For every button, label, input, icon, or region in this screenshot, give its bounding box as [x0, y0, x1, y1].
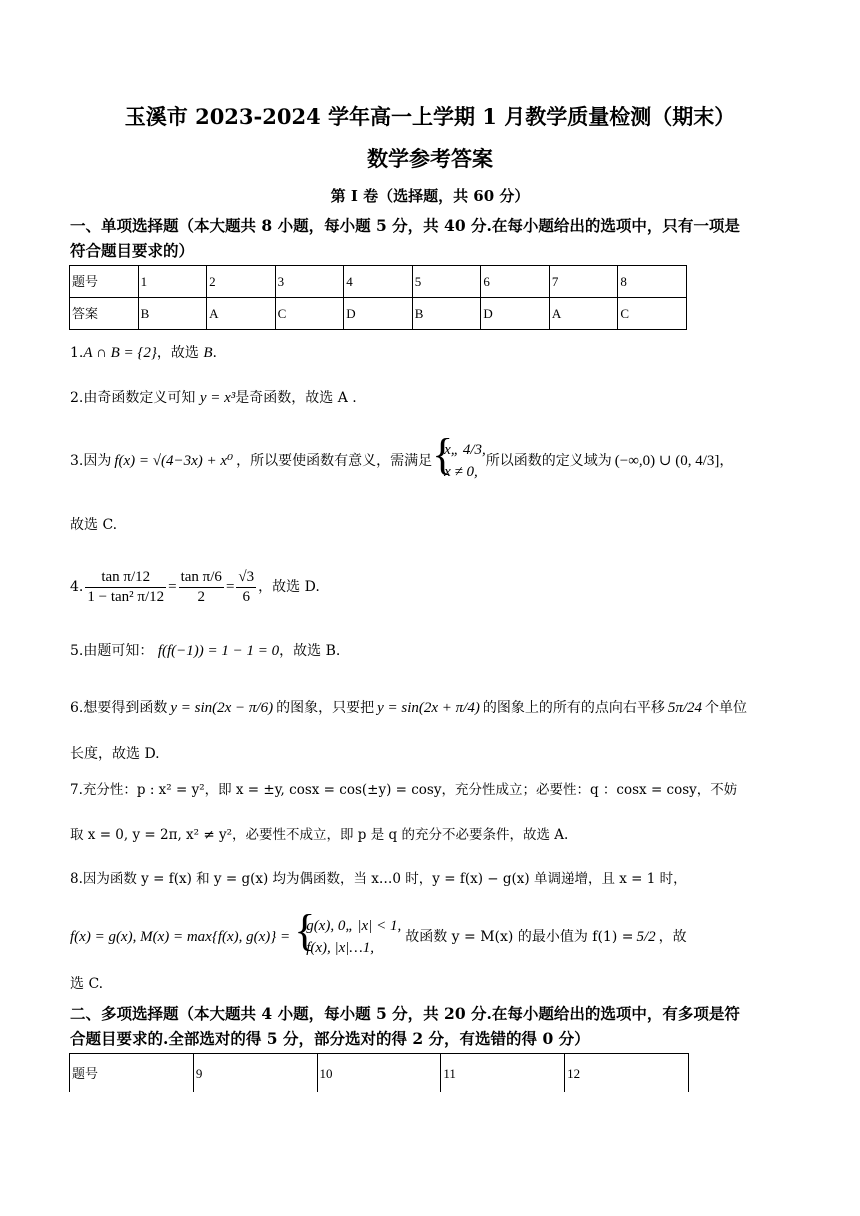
brace-glyph: { [294, 906, 316, 955]
case-row: f(x), |x|…1, [306, 940, 374, 956]
table-cell: 12 [565, 1054, 689, 1093]
table-cell: 5 [412, 266, 481, 298]
solution-4 [70, 552, 320, 622]
section1-heading-line1: 一、单项选择题（本大题共 8 小题，每小题 5 分，共 40 分.在每小题给出的选项中，只有一项是 [70, 216, 740, 235]
fraction-numerator: tan π/6 [179, 570, 224, 588]
solution-text: 个单位 [705, 700, 748, 716]
row-label-answer: 答案 [70, 298, 139, 330]
equals-sign: = [168, 578, 177, 595]
table-cell: A [207, 298, 276, 330]
table-cell: B [412, 298, 481, 330]
table-cell: 4 [344, 266, 413, 298]
solution-text: 的图象上的所有的点向右平移 [482, 700, 665, 716]
table-cell: 6 [481, 266, 550, 298]
solution-text: 3.因为 [70, 453, 112, 469]
piecewise-cases [294, 906, 402, 959]
table-cell: C [618, 298, 687, 330]
solution-answer: B [203, 345, 213, 361]
table-cell: D [481, 298, 550, 330]
solution-6 [70, 686, 747, 730]
solution-1 [70, 346, 217, 361]
table-row [70, 1054, 689, 1093]
solution-text: 6.想要得到函数 [70, 700, 168, 716]
part-title: 第 I 卷（选择题，共 60 分） [330, 187, 530, 205]
solution-5 [70, 644, 340, 659]
solution-6-continued: 长度，故选 D. [70, 746, 160, 762]
solution-3-continued: 故选 C. [70, 517, 118, 533]
solution-8-continued: 选 C. [70, 976, 104, 992]
fraction-denominator: 6 [242, 588, 251, 605]
case-row: g(x), 0„ |x| < 1, [306, 918, 402, 934]
fraction-numerator: √3 [236, 570, 256, 588]
solution-math: A ∩ B = {2} [83, 345, 157, 361]
table-cell: A [549, 298, 618, 330]
solution-text: ，故选 B. [279, 643, 341, 659]
table-cell: 11 [441, 1054, 565, 1093]
solution-text: 5.由题可知： [70, 643, 154, 659]
solution-7-line1: 7.充分性：p : x² = y²，即 x = ±y, cosx = cos(±y) = cosy，充分性成立；必要性：q ：cosx = cosy，不妨 [70, 782, 738, 798]
solution-3 [70, 430, 734, 486]
solution-text: 的图象，只要把 [276, 700, 375, 716]
fraction-denominator: 2 [197, 588, 206, 605]
table-cell: 9 [193, 1054, 317, 1093]
table-cell: D [344, 298, 413, 330]
table-cell: 7 [549, 266, 618, 298]
fraction-numerator: tan π/12 [85, 570, 166, 588]
solution-8-line2 [70, 906, 687, 962]
row-label-question-no: 题号 [70, 1054, 194, 1093]
solution-math: 5π/24 [667, 699, 703, 716]
solution-number: 4. [70, 579, 84, 595]
section1-heading [70, 213, 800, 263]
solution-text: 2.由奇函数定义可知 [70, 390, 196, 406]
condition-cases [432, 430, 486, 483]
fraction-denominator: 1 − tan² π/12 [87, 588, 165, 605]
document-title: 玉溪市 2023-2024 学年高一上学期 1 月教学质量检测（期末） [124, 104, 736, 129]
table-cell: 10 [317, 1054, 441, 1093]
document-subtitle: 数学参考答案 [367, 146, 493, 171]
solution-math: y = sin(2x − π/6) [170, 699, 274, 716]
table-cell: B [138, 298, 207, 330]
table-cell: 3 [275, 266, 344, 298]
single-choice-answer-table [69, 265, 687, 330]
solution-math: 5/2 [636, 928, 656, 945]
solution-text: 所以函数的定义域为 [485, 453, 612, 469]
table-cell: 1 [138, 266, 207, 298]
solution-7-line2: 取 x = 0, y = 2π, x² ≠ y²，必要性不成立，即 p 是 q 的充分不必要条件，故选 A. [70, 827, 569, 843]
table-cell: 8 [618, 266, 687, 298]
solution-math: f(f(−1)) = 1 − 1 = 0 [157, 643, 280, 659]
solution-text: ，故选 [156, 345, 199, 361]
solution-text: ，故选 D. [258, 579, 320, 595]
row-label-question-no: 题号 [70, 266, 139, 298]
solution-end: ， [719, 453, 734, 469]
solution-math: f(x) = g(x), M(x) = max{f(x), g(x)} = [70, 928, 291, 945]
case-row: x„ 4/3, [444, 442, 486, 458]
fraction [85, 570, 166, 605]
solution-number: 1. [70, 345, 84, 361]
table-row [70, 266, 687, 298]
solution-2 [70, 391, 357, 406]
section1-heading-line2: 符合题目要求的） [70, 241, 195, 260]
solution-text: 故函数 y = M(x) 的最小值为 f(1) = [405, 929, 634, 945]
fraction [236, 570, 256, 605]
case-row: x ≠ 0, [444, 464, 478, 480]
fraction [179, 570, 224, 605]
section2-heading [70, 1001, 800, 1051]
solution-text: ，故 [658, 929, 687, 945]
solution-8-line1: 8.因为函数 y = f(x) 和 y = g(x) 均为偶函数，当 x…0 时，y = f(x) − g(x) 单调递增，且 x = 1 时， [70, 871, 687, 887]
table-cell: 2 [207, 266, 276, 298]
section2-heading-line2: 合题目要求的.全部选对的得 5 分，部分选对的得 2 分，有选错的得 0 分） [70, 1029, 590, 1048]
solution-math: f(x) = √(4−3x) + x⁰ [114, 452, 234, 469]
equals-sign: = [225, 578, 235, 595]
solution-math: y = sin(2x + π/4) [377, 699, 480, 716]
solution-text: 是奇函数，故选 A . [235, 390, 357, 406]
solution-end: . [212, 345, 217, 361]
section2-heading-line1: 二、多项选择题（本大题共 4 小题，每小题 5 分，共 20 分.在每小题给出的选项中，有多项是符 [70, 1004, 740, 1023]
solution-math: y = x³ [199, 390, 236, 406]
multiple-choice-answer-table [69, 1053, 689, 1092]
solution-text: ，所以要使函数有意义，需满足 [236, 453, 433, 469]
solution-math: (−∞,0) ∪ (0, 4/3] [614, 452, 720, 469]
table-row [70, 298, 687, 330]
table-cell: C [275, 298, 344, 330]
brace-glyph: { [432, 430, 454, 479]
